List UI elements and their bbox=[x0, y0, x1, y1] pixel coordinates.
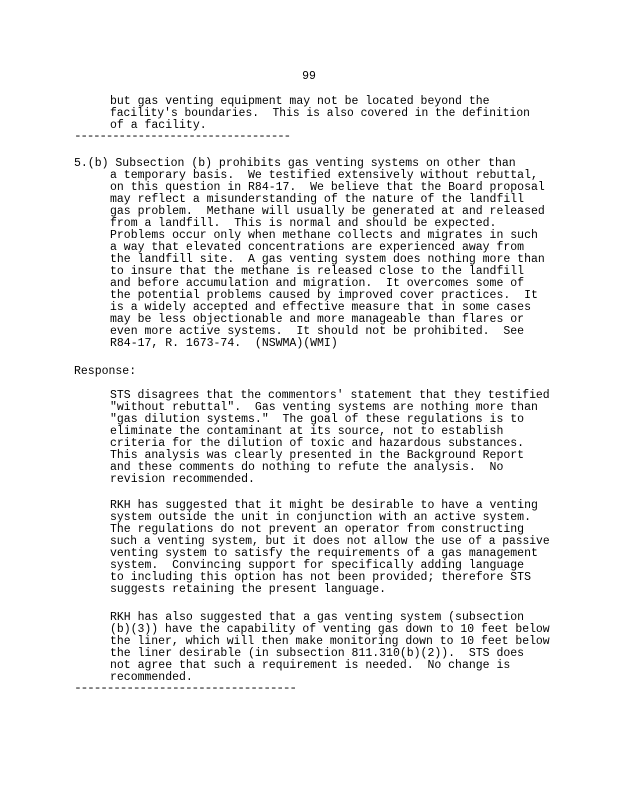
comment-line: a temporary basis. We testified extensively without rebuttal, bbox=[110, 169, 538, 182]
response-paragraph-line: The regulations do not prevent an operator from constructing bbox=[110, 523, 525, 536]
section-divider: ---------------------------------- bbox=[74, 682, 296, 695]
response-paragraph-line: the liner desirable (in subsection 811.310(b)(2)). STS does bbox=[110, 647, 525, 660]
comment-heading-line: 5.(b) Subsection (b) prohibits gas venting systems on other than bbox=[74, 157, 516, 170]
page-number: 99 bbox=[302, 70, 316, 83]
response-paragraph-line: the liner, which will then make monitoring down to 10 feet below bbox=[110, 635, 550, 648]
response-paragraph-line: RKH has suggested that it might be desirable to have a venting bbox=[110, 499, 538, 512]
comment-line: to insure that the methane is released close to the landfill bbox=[110, 265, 525, 278]
comment-line: Problems occur only when methane collects and migrates in such bbox=[110, 229, 538, 242]
response-paragraph-line: suggests retaining the present language. bbox=[110, 583, 387, 596]
comment-line: may reflect a misunderstanding of the nature of the landfill bbox=[110, 193, 525, 206]
response-paragraph-line: RKH has also suggested that a gas venting system (subsection bbox=[110, 611, 525, 624]
response-paragraph-line: such a venting system, but it does not allow the use of a passive bbox=[110, 535, 550, 548]
response-label: Response: bbox=[74, 365, 137, 378]
response-paragraph-line: criteria for the dilution of toxic and hazardous substances. bbox=[110, 437, 525, 450]
response-paragraph-line: eliminate the contaminant at its source, not to establish bbox=[110, 425, 504, 438]
comment-line: the potential problems caused by improved cover practices. It bbox=[110, 289, 538, 302]
response-paragraph-line: revision recommended. bbox=[110, 473, 255, 486]
text-line: of a facility. bbox=[110, 119, 207, 132]
comment-line: and before accumulation and migration. It overcomes some of bbox=[110, 277, 525, 290]
response-paragraph-line: not agree that such a requirement is needed. No change is bbox=[110, 659, 511, 672]
section-divider: ---------------------------------- bbox=[74, 130, 290, 143]
comment-line: may be less objectionable and more manageable than flares or bbox=[110, 313, 525, 326]
comment-line: is a widely accepted and effective measure that in some cases bbox=[110, 301, 531, 314]
response-paragraph-line: system. Convincing support for specifically adding language bbox=[110, 559, 525, 572]
comment-line: the landfill site. A gas venting system does nothing more than bbox=[110, 253, 545, 266]
response-paragraph-line: "without rebuttal". Gas venting systems are nothing more than bbox=[110, 401, 538, 414]
response-paragraph-line: (b)(3)) have the capability of venting gas down to 10 feet below bbox=[110, 623, 550, 636]
comment-line: R84-17, R. 1673-74. (NSWMA)(WMI) bbox=[110, 337, 338, 350]
response-paragraph-line: STS disagrees that the commentors' statement that they testified bbox=[110, 389, 550, 402]
comment-line: from a landfill. This is normal and should be expected. bbox=[110, 217, 497, 230]
text-line: but gas venting equipment may not be located beyond the bbox=[110, 95, 490, 108]
text-line: facility's boundaries. This is also covered in the definition bbox=[110, 107, 530, 120]
response-paragraph-line: This analysis was clearly presented in the Background Report bbox=[110, 449, 525, 462]
response-paragraph-line: recommended. bbox=[110, 671, 193, 684]
comment-line: even more active systems. It should not be prohibited. See bbox=[110, 325, 525, 338]
response-paragraph-line: and these comments do nothing to refute the analysis. No bbox=[110, 461, 504, 474]
comment-line: on this question in R84-17. We believe that the Board proposal bbox=[110, 181, 545, 194]
response-paragraph-line: "gas dilution systems." The goal of these regulations is to bbox=[110, 413, 525, 426]
response-paragraph-line: to including this option has not been provided; therefore STS bbox=[110, 571, 531, 584]
comment-line: gas problem. Methane will usually be generated at and released bbox=[110, 205, 545, 218]
response-paragraph-line: system outside the unit in conjunction with an active system. bbox=[110, 511, 531, 524]
comment-line: a way that elevated concentrations are experienced away from bbox=[110, 241, 525, 254]
response-paragraph-line: venting system to satisfy the requirements of a gas management bbox=[110, 547, 538, 560]
